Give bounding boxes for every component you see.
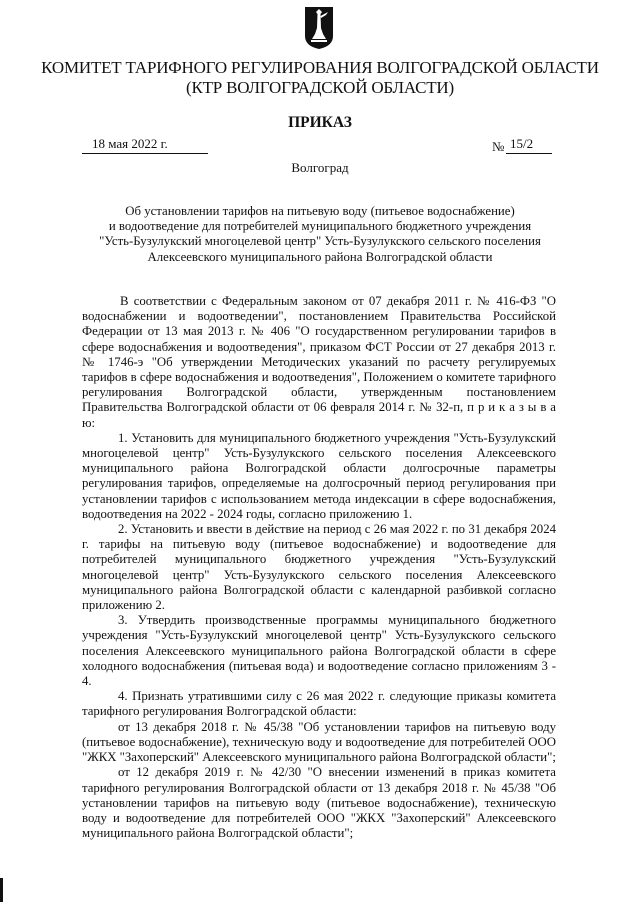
document-date: 18 мая 2022 г. <box>82 136 208 154</box>
document-city: Волгоград <box>291 160 349 175</box>
repealed-order-item: от 13 декабря 2018 г. № 45/38 "Об установлении тарифов на питьевую воду (питьевое водоснабжение), техническую воду и водоотведение для потребителей ООО "ЖКХ "Захоперский" Алексеевского муниципального района Волгоградской области"; <box>82 719 556 765</box>
document-body <box>82 294 556 841</box>
number-sign: № <box>492 139 505 154</box>
clause-1-paragraph: 1. Установить для муниципального бюджетного учреждения "Усть-Бузулукский многоцелевой центр" Усть-Бузулукского сельского поселения Алексеевского муниципального района Волгоградской области долгосрочные параметры регулирования тарифов, определяемые на долгосрочный период регулирования при установлении тарифов с использованием метода индексации в сфере водоснабжения, водоотведения на 2022 - 2024 годы, согласно приложению 1. <box>82 430 556 521</box>
subject-line: и водоотведение для потребителей муниципального бюджетного учреждения <box>108 219 532 234</box>
scan-edge-mark <box>0 878 3 902</box>
clause-3-paragraph: 3. Утвердить производственные программы муниципального бюджетного учреждения "Усть-Бузулукский многоцелевой центр" Усть-Бузулукского сельского поселения Алексеевского муниципального района Волгоградской области в сфере холодного водоснабжения (питьевая вода) и водоотведение согласно приложениям 3 - 4. <box>82 613 556 689</box>
clause-2-paragraph: 2. Установить и ввести в действие на период с 26 мая 2022 г. по 31 декабря 2024 г. тарифы на питьевую воду (питьевое водоснабжение) и водоотведение для потребителей муниципального бюджетного учреждения "Усть-Бузулукский многоцелевой центр" Усть-Бузулукского сельского поселения Алексеевского муниципального района Волгоградской области с календарной разбивкой согласно приложению 2. <box>82 522 556 613</box>
subject-line: Алексеевского муниципального района Волгоградской области <box>147 249 493 264</box>
repealed-order-item: от 12 декабря 2019 г. № 42/30 "О внесении изменений в приказ комитета тарифного регулирования Волгоградской области от 13 декабря 2018 г. № 45/38 "Об установлении тарифов на питьевую воду (питьевое водоснабжение), техническую воду и водоотведение для потребителей ООО "ЖКХ "Захоперский" Алексеевского муниципального района Волгоградской области"; <box>82 765 556 841</box>
organization-abbreviation: (КТР ВОЛГОГРАДСКОЙ ОБЛАСТИ) <box>186 78 454 97</box>
organization-name: КОМИТЕТ ТАРИФНОГО РЕГУЛИРОВАНИЯ ВОЛГОГРАДСКОЙ ОБЛАСТИ <box>41 58 599 77</box>
clause-4-paragraph: 4. Признать утратившими силу с 26 мая 2022 г. следующие приказы комитета тарифного регулирования Волгоградской области: <box>82 689 556 719</box>
subject-line: Об установлении тарифов на питьевую воду (питьевое водоснабжение) <box>125 204 515 218</box>
document-subject <box>60 204 580 265</box>
document-number: 15/2 <box>506 136 552 154</box>
document-title: ПРИКАЗ <box>288 114 352 131</box>
coat-of-arms-icon <box>304 6 334 50</box>
subject-line: "Усть-Бузулукский многоцелевой центр" Усть-Бузулукского сельского поселения <box>99 234 541 249</box>
preamble-paragraph: В соответствии с Федеральным законом от 07 декабря 2011 г. № 416-ФЗ "О водоснабжении и водоотведении", постановлением Правительства Российской Федерации от 13 мая 2013 г. № 406 "О государственном регулировании тарифов в сфере водоснабжения и водоотведения", приказом ФСТ России от 27 декабря 2013 г. № 1746-э "Об утверждении Методических указаний по расчету регулируемых тарифов в сфере водоснабжения и водоотведения", Положением о комитете тарифного регулирования Волгоградской области, утвержденным постановлением Правительства Волгоградской области от 06 февраля 2014 г. № 32-п, п р и к а з ы в а ю: <box>82 294 556 430</box>
